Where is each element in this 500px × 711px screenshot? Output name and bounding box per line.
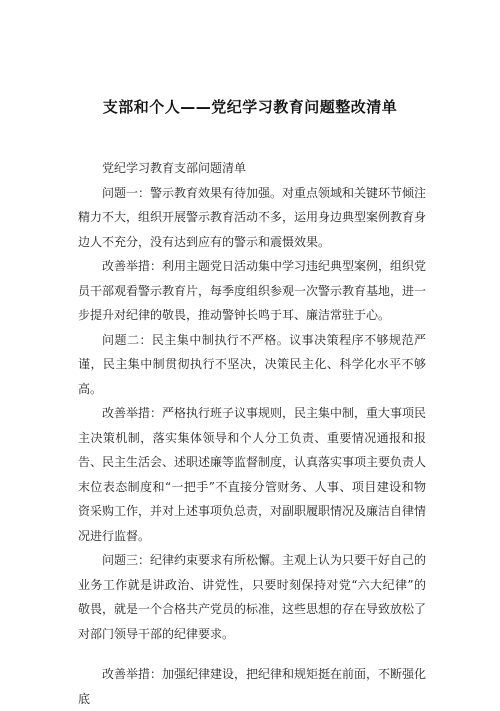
measure-3-paragraph: 改善举措：加强纪律建设，把纪律和规矩挺在前面，不断强化底 <box>78 667 427 706</box>
problem-1-paragraph: 问题一：警示教育效果有待加强。对重点领域和关键环节倾注精力不大，组织开展警示教育活动不多，运用身边典型案例教育身边人不充分，没有达到应有的警示和震慑效果。 <box>78 185 427 249</box>
problem-2-paragraph: 问题二：民主集中制执行不严格。议事决策程序不够规范严谨，民主集中制贯彻执行不坚决，决策民主化、科学化水平不够高。 <box>78 332 426 396</box>
problem-3-paragraph: 问题三：纪律约束要求有所松懈。主观上认为只要干好自己的业务工作就是讲政治、讲党性，只要时刻保持对党“六大纪律”的敬畏，就是一个合格共产党员的标准，这些思想的存在导致放松了对部门领导干部的纪律要求。 <box>78 553 427 641</box>
document-title: 支部和个人——党纪学习教育问题整改清单 <box>102 98 398 116</box>
measure-2-paragraph: 改善举措：严格执行班子议事规则，民主集中制，重大事项民主决策机制，落实集体领导和个人分工负责、重要情况通报和报告、民主生活会、述职述廉等监督制度，认真落实事项主要负责人末位表态制度和“一把手”不直接分管财务、人事、项目建设和物资采购工作，并对上述事项负总责，对副职履职情况及廉洁自律情况进行监督。 <box>78 406 427 543</box>
document-body <box>78 156 426 711</box>
measure-1-paragraph: 改善举措：利用主题党日活动集中学习违纪典型案例，组织党员干部观看警示教育片，每季度组织参观一次警示教育基地，进一步提升对纪律的敬畏，推动警钟长鸣于耳、廉洁常驻于心。 <box>78 259 427 322</box>
section-heading: 党纪学习教育支部问题清单 <box>102 161 247 175</box>
